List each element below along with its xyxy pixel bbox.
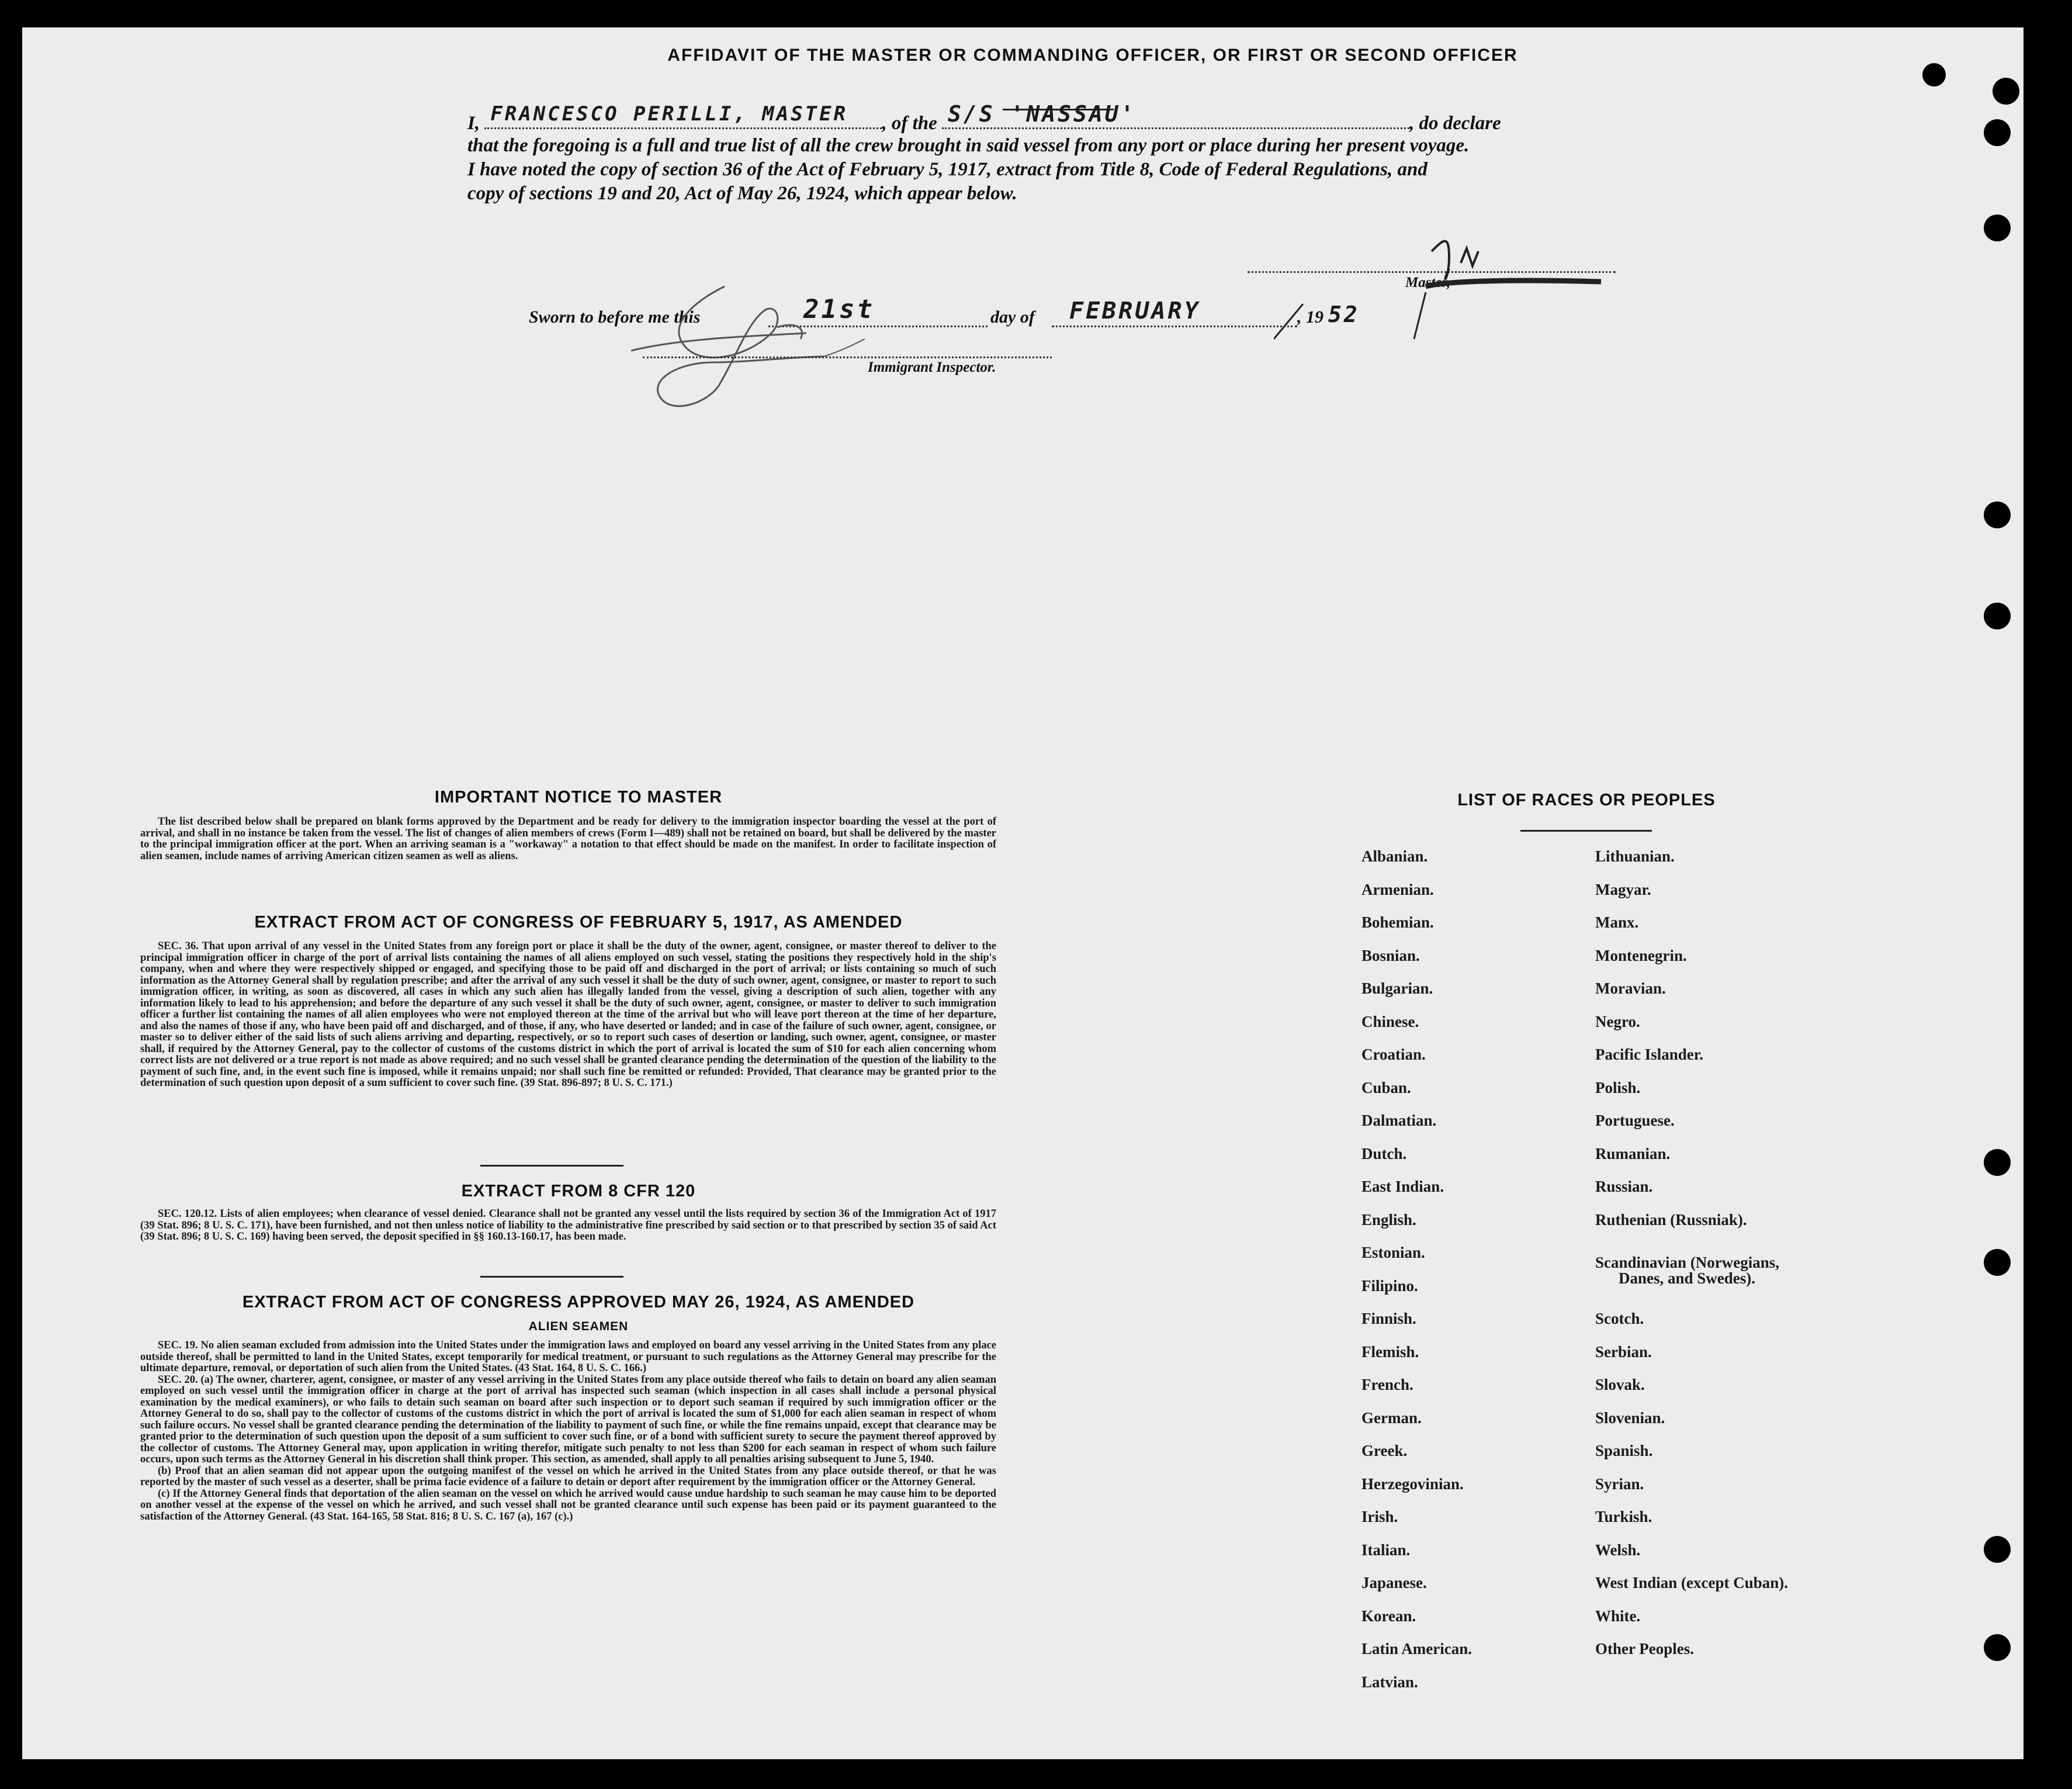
day-value: 21st xyxy=(803,295,875,324)
master-label: Master, xyxy=(1405,275,1451,290)
section-36-paragraph: SEC. 36. That upon arrival of any vessel in the United States from any foreign port or place it shall be the duty of the owner, agent, consignee, or master thereof to deliver to the principal immigration officer in charge of the port of arrival lists containing the names of all aliens employed on such vessel, stating the positions they respectively hold in the ship's company, when and where they were respectively shipped or engaged, and specifying those to be paid off and discharged in the port of arrival; or lists containing so much of such information as the Attorney General shall by regulation prescribe; and after the arrival of any such vessel it shall be the duty of such owner, agent, consignee, or master to report to such immigration officer, in writing, as soon as discovered, all cases in which any such alien has illegally landed from the vessel, giving a description of such alien, together with any information likely to lead to his apprehension; and before the departure of any such vessel it shall be the duty of such owner, agent, consignee, or master to deliver to such immigration officer a further list containing the names of all alien employees who were not employed thereon at the time of the arrival but who will leave port thereon at the time of her departure, and also the names of those if any, who have been paid off and discharged, and of those, if any, who have deserted or landed; and in case of the failure of such owner, agent, consignee, or master so to deliver either of the said lists of such aliens arriving and departing, respectively, or so to report such cases of desertion or landing, such owner, agent, consignee, or master shall, if required by the Attorney General, pay to the collector of customs of the customs district in which the port of arrival is located the sum of $10 for each alien concerning whom correct lists are not delivered or a true report is not made as above required; and no such vessel shall be granted clearance pending the determination of the question of the liability to the payment of such fine, and, in the event such fine is imposed, while it remains unpaid; nor shall such fine be remitted or refunded: Provided, That clearance may be granted prior to the determination of such question upon deposit of a sum sufficient to cover such fine. (39 Stat. 896-897; 8 U. S. C. 171.) xyxy=(140,940,996,1089)
race-item: West Indian (except Cuban). xyxy=(1595,1574,1789,1591)
race-item: Filipino. xyxy=(1361,1277,1418,1295)
vessel-value: S/S 'NASSAU' xyxy=(948,101,1137,127)
extract-1924-text xyxy=(140,1340,996,1522)
inspector-signature-line[interactable] xyxy=(643,357,1052,358)
section-20c-paragraph: (c) If the Attorney General finds that deportation of the alien seaman on the vessel on which he arrived would cause undue hardship to such seaman he may cause him to be deported on another vessel at the expense of the vessel on which he arrived, and such vessel shall not be granted clearance until such expense has been paid or its payment guaranteed to the satisfaction of the Attorney General. (43 Stat. 164-165, 58 Stat. 816; 8 U. S. C. 167 (a), 167 (c).) xyxy=(140,1487,996,1522)
race-item: Negro. xyxy=(1595,1013,1640,1030)
races-divider xyxy=(1520,830,1652,832)
of-the-label: , of the xyxy=(882,113,937,134)
section-19-paragraph: SEC. 19. No alien seaman excluded from admission into the United States under the immigration laws and employed on board any vessel arriving in the United States from any place outside thereof, shall be permitted to land in the United States, except temporarily for medical treatment, or pursuant to such regulations as the Attorney General may prescribe for the ultimate departure, removal, or deportation of such alien from the United States. (43 Stat. 164, 8 U. S. C. 166.) xyxy=(140,1340,996,1374)
cfr-title: EXTRACT FROM 8 CFR 120 xyxy=(461,1182,696,1200)
race-item: Polish. xyxy=(1595,1079,1641,1096)
declaration-prefix: I, xyxy=(467,113,480,134)
race-item: Syrian. xyxy=(1595,1475,1644,1493)
extract-1917-title: EXTRACT FROM ACT OF CONGRESS OF FEBRUARY 5, 1917, AS AMENDED xyxy=(254,913,903,932)
year-value: 52 xyxy=(1328,302,1360,327)
section-divider xyxy=(480,1165,623,1167)
declaration-text xyxy=(467,101,1624,206)
race-item: French. xyxy=(1361,1376,1413,1393)
race-item: Rumanian. xyxy=(1595,1145,1671,1162)
races-title: LIST OF RACES OR PEOPLES xyxy=(1457,791,1716,809)
binder-hole xyxy=(1984,1634,2011,1661)
race-item: Finnish. xyxy=(1361,1310,1416,1327)
declaration-line-3: I have noted the copy of section 36 of the Act of February 5, 1917, extract from Title 8, Code of Federal Regulations, and xyxy=(467,159,1427,180)
race-item: Korean. xyxy=(1361,1607,1416,1625)
race-item: Chinese. xyxy=(1361,1013,1419,1030)
race-item: Flemish. xyxy=(1361,1343,1419,1361)
day-of-label: day of xyxy=(990,307,1035,327)
race-item: Manx. xyxy=(1595,913,1639,931)
race-item: Moravian. xyxy=(1595,980,1666,997)
binder-hole xyxy=(1993,78,2019,105)
extract-1917-text xyxy=(140,941,996,1089)
section-20b-paragraph: (b) Proof that an alien seaman did not appear upon the outgoing manifest of the vessel on which he arrived in the United States from any place outside thereof, or that he was reported by the master of such vessel as a deserter, shall be prima facie evidence of a failure to detain or deport after requirement by the immigration officer or the Attorney General. xyxy=(140,1465,996,1488)
affidavit-title: AFFIDAVIT OF THE MASTER OR COMMANDING OFFICER, OR FIRST OR SECOND OFFICER xyxy=(667,46,1518,65)
inspector-label: Immigrant Inspector. xyxy=(868,359,996,375)
race-item: Russian. xyxy=(1595,1178,1653,1195)
race-item: Latvian. xyxy=(1361,1673,1418,1691)
race-item: Herzegovinian. xyxy=(1361,1475,1464,1493)
do-declare-label: , do declare xyxy=(1409,113,1501,134)
race-item: Montenegrin. xyxy=(1595,947,1687,964)
race-item: Armenian. xyxy=(1361,881,1434,898)
race-item: Italian. xyxy=(1361,1541,1411,1559)
cfr-text xyxy=(140,1209,996,1243)
declarant-field[interactable] xyxy=(484,102,882,129)
declarant-value: FRANCESCO PERILLI, MASTER xyxy=(490,102,848,126)
race-item: Bohemian. xyxy=(1361,913,1434,931)
notice-text xyxy=(140,816,996,862)
binder-hole xyxy=(1984,119,2011,146)
race-item: Croatian. xyxy=(1361,1046,1426,1063)
inspector-signature xyxy=(631,275,876,421)
race-item: Japanese. xyxy=(1361,1574,1427,1591)
race-item: Pacific Islander. xyxy=(1595,1046,1703,1063)
race-item: Albanian. xyxy=(1361,847,1428,865)
month-value: FEBRUARY xyxy=(1069,297,1201,324)
declaration-line-2: that the foregoing is a full and true list of all the crew brought in said vessel from any port or place during her present voyage. xyxy=(467,135,1470,156)
section-20a-paragraph: SEC. 20. (a) The owner, charterer, agent, consignee, or master of any vessel arriving in the United States from any place outside thereof who fails to detain on board any alien seaman employed on such vessel until the immigration officer in charge at the port of arrival has inspected such seaman (which inspection in all cases shall include a personal physical examination by the medical examiners), or who fails to detain such seaman on board after such inspection or to deport such seaman if required by such immigration officer or the Attorney General to do so, shall pay to the collector of customs of the customs district in which the port of arrival is located the sum of $1,000 for each alien seaman in respect of whom such failure occurs. No vessel shall be granted clearance pending the determination of the liability to payment of such fine, or while the fine remains unpaid, except that clearance may be granted prior to the determination of such question upon the deposit of a sum sufficient to cover such fine, or of a bond with sufficient surety to secure the payment thereof approved by the collector of customs. The Attorney General may, upon application in writing therefor, mitigate such penalty to not less than $200 for each seaman in respect of whom such failure occurs, upon such terms as the Attorney General in his discretion shall think proper. This section, as amended, shall apply to all penalties arising subsequent to June 5, 1940. xyxy=(140,1373,996,1465)
race-item: Estonian. xyxy=(1361,1244,1425,1261)
race-item: Bulgarian. xyxy=(1361,980,1433,997)
race-item: Portuguese. xyxy=(1595,1112,1675,1129)
extract-1924-title: EXTRACT FROM ACT OF CONGRESS APPROVED MAY 26, 1924, AS AMENDED xyxy=(242,1293,915,1312)
race-item: Scandinavian (Norwegians, xyxy=(1595,1254,1780,1271)
notice-title: IMPORTANT NOTICE TO MASTER xyxy=(434,788,723,807)
race-item: Welsh. xyxy=(1595,1541,1641,1559)
sworn-label: Sworn to before me this xyxy=(529,307,701,327)
race-item: Danes, and Swedes). xyxy=(1619,1269,1756,1287)
year-prefix: , 19 xyxy=(1297,307,1323,327)
alien-seamen-subtitle: ALIEN SEAMEN xyxy=(528,1320,629,1333)
binder-hole xyxy=(1984,603,2011,629)
race-item: Magyar. xyxy=(1595,881,1651,898)
race-item: Serbian. xyxy=(1595,1343,1652,1361)
race-item: Lithuanian. xyxy=(1595,847,1675,865)
race-item: German. xyxy=(1361,1409,1422,1427)
month-field[interactable] xyxy=(1052,297,1297,327)
race-item: Irish. xyxy=(1361,1508,1398,1525)
race-item: Bosnian. xyxy=(1361,947,1420,964)
notice-paragraph: The list described below shall be prepared on blank forms approved by the Department and be ready for delivery to the immigration inspector boarding the vessel at the port of arrival, and shall in no instance be taken from the vessel. The list of changes of alien members of crews (Form I—489) shall not be retained on board, but shall be delivered by the master to the principal immigration officer at the port. When an arriving seaman is a "workaway" a notation to that effect should be made on the manifest. In order to facilitate inspection of alien seamen, include names of arriving American citizen seamen as well as aliens. xyxy=(140,816,996,862)
binder-hole xyxy=(1984,1149,2011,1176)
race-item: White. xyxy=(1595,1607,1641,1625)
vessel-field[interactable] xyxy=(942,101,1409,129)
race-item: Turkish. xyxy=(1595,1508,1652,1525)
race-item: Latin American. xyxy=(1361,1640,1472,1657)
race-item: Cuban. xyxy=(1361,1079,1411,1096)
race-item: East Indian. xyxy=(1361,1178,1444,1195)
race-item: Spanish. xyxy=(1595,1442,1653,1459)
declaration-line-4: copy of sections 19 and 20, Act of May 26, 1924, which appear below. xyxy=(467,183,1017,204)
race-item: Dutch. xyxy=(1361,1145,1407,1162)
race-item: Scotch. xyxy=(1595,1310,1644,1327)
binder-hole xyxy=(1984,1536,2011,1563)
race-item: Dalmatian. xyxy=(1361,1112,1437,1129)
race-item: Other Peoples. xyxy=(1595,1640,1694,1657)
race-item: Slovenian. xyxy=(1595,1409,1665,1427)
section-divider xyxy=(480,1276,623,1278)
section-120-12-paragraph: SEC. 120.12. Lists of alien employees; when clearance of vessel denied. Clearance shall not be granted any vessel until the lists required by section 36 of the Immigration Act of 1917 (39 Stat. 896; 8 U. S. C. 171), have been furnished, and not then unless notice of liability to the administrative fine prescribed by said section or to that prescribed by section 35 of said Act (39 Stat. 896; 8 U. S. C. 169) having been served, the deposit specified in §§ 160.13-160.17, has been made. xyxy=(140,1208,996,1243)
race-item: English. xyxy=(1361,1211,1416,1229)
race-item: Greek. xyxy=(1361,1442,1408,1459)
binder-hole xyxy=(1922,63,1946,86)
race-item: Ruthenian (Russniak). xyxy=(1595,1211,1747,1229)
binder-hole xyxy=(1984,214,2011,241)
binder-hole xyxy=(1984,1249,2011,1276)
binder-hole xyxy=(1984,501,2011,528)
race-item: Slovak. xyxy=(1595,1376,1645,1393)
